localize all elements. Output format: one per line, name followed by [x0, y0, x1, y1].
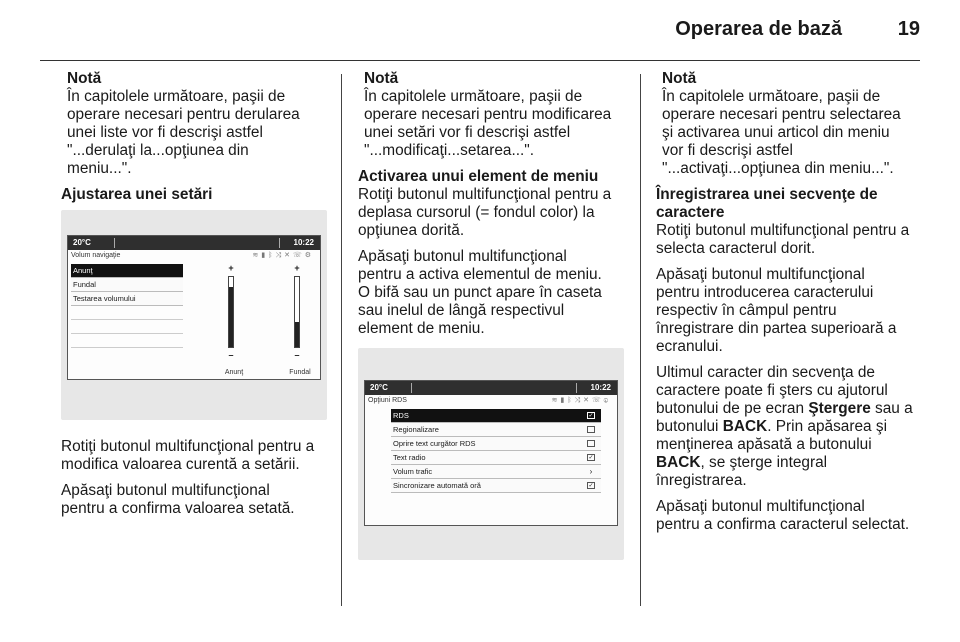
status-separator: [279, 238, 280, 248]
screen-subtitle: Volum navigaţie: [71, 252, 121, 259]
slider-fill: [295, 322, 299, 347]
note-block: [358, 70, 632, 160]
menu-item[interactable]: RDS ✓: [391, 409, 601, 423]
info-icon: ⓘ: [603, 397, 611, 404]
status-separator: [576, 383, 577, 393]
checkbox-icon: [587, 440, 595, 447]
menu-empty-row: [71, 306, 183, 320]
menu-empty-row: [71, 334, 183, 348]
wifi-icon: ≋: [252, 252, 262, 259]
temperature-readout: 20°C: [73, 238, 91, 247]
screen-subtitle: Opţiuni RDS: [368, 397, 407, 404]
note-label: Notă: [662, 70, 697, 87]
note-block: [656, 70, 932, 178]
slider-label: Anunţ: [224, 369, 244, 376]
paragraph: Apăsaţi butonul multifuncţional pentru a activa elementul de meniu. O bifă sau un punct apare în caseta sau inelul de lângă respectivul element de meniu.: [358, 248, 602, 337]
volume-slider-announcement[interactable]: [224, 263, 244, 376]
status-icons: [552, 395, 611, 407]
page-number: 19: [897, 18, 920, 40]
checkbox-checked-icon: ✓: [588, 413, 594, 419]
screenshot-volume-navigation: [61, 210, 327, 420]
status-bar: [68, 236, 320, 250]
infotainment-screen: [67, 235, 321, 380]
screen-subtitle-row: [365, 395, 617, 407]
minus-icon: –: [294, 350, 300, 360]
page-title: Operarea de bază: [675, 18, 842, 40]
volume-slider-background[interactable]: [289, 263, 311, 376]
note-label: Notă: [67, 70, 102, 87]
screen-subtitle-row: [68, 250, 320, 262]
paragraph: Apăsaţi butonul multifuncţional pentru a confirma valoarea setată.: [61, 482, 295, 517]
slider-fill: [229, 287, 233, 347]
menu-item[interactable]: Regionalizare: [391, 423, 601, 437]
paragraph: Rotiţi butonul multifuncţional pentru a deplasa cursorul (= fondul color) la opţiunea dorită.: [358, 186, 612, 239]
slider-label: Fundal: [289, 369, 311, 376]
note-block: [61, 70, 333, 178]
menu-item[interactable]: Volum trafic ›: [391, 465, 601, 479]
signal-icon: ▮: [261, 252, 269, 259]
bluetooth-icon: ᛒ: [268, 252, 276, 259]
checkbox-checked-icon: ✓: [588, 483, 594, 489]
bluetooth-icon: ᛒ: [567, 397, 575, 404]
status-separator: [114, 238, 115, 248]
column-1: [61, 70, 333, 526]
section-heading: Ajustarea unei setări: [61, 186, 213, 203]
wifi-icon: ≋: [551, 397, 561, 404]
column-divider: [640, 74, 641, 606]
clock-readout: 10:22: [590, 383, 611, 392]
plus-icon: +: [294, 263, 300, 273]
infotainment-screen: [364, 380, 618, 526]
shuffle-icon: ⤨: [275, 252, 285, 259]
slider-track: [294, 276, 300, 348]
note-body: În capitolele următoare, paşii de operare necesari pentru derularea unei liste vor fi descrişi astfel "...derulaţi la...opţiunea din meniu...".: [67, 88, 300, 177]
header-rule: [40, 60, 920, 61]
menu-item[interactable]: Fundal: [71, 278, 183, 292]
chevron-right-icon: ›: [589, 467, 593, 476]
mute-icon: ✕: [284, 252, 293, 259]
delete-button-name: Ştergere: [808, 400, 871, 417]
status-separator: [411, 383, 412, 393]
menu-item[interactable]: Sincronizare automată oră ✓: [391, 479, 601, 493]
back-button-name: BACK: [656, 454, 701, 471]
phone-icon: ☏: [292, 252, 305, 259]
menu-item[interactable]: Text radio ✓: [391, 451, 601, 465]
checkbox-checked-icon: ✓: [588, 455, 594, 461]
note-label: Notă: [364, 70, 399, 87]
menu-item[interactable]: Oprire text curgător RDS: [391, 437, 601, 451]
paragraph: Apăsaţi butonul multifuncţional pentru a confirma caracterul selectat.: [656, 498, 910, 533]
paragraph: Rotiţi butonul multifuncţional pentru a selecta caracterul dorit.: [656, 222, 910, 257]
mute-icon: ✕: [583, 397, 593, 404]
column-3: [656, 70, 932, 542]
menu-item[interactable]: Anunţ: [71, 264, 183, 278]
signal-icon: ▮: [560, 397, 568, 404]
column-divider: [341, 74, 342, 606]
section-heading: Înregistrarea unei secvenţe de caractere: [656, 186, 878, 221]
screenshot-rds-options: [358, 348, 624, 560]
status-icons: [253, 250, 314, 262]
page-header: [0, 0, 960, 62]
checkbox-icon: [587, 426, 595, 433]
clock-readout: 10:22: [293, 238, 314, 247]
phone-icon: ☏: [592, 397, 604, 404]
menu-item[interactable]: Testarea volumului: [71, 292, 183, 306]
shuffle-icon: ⤨: [574, 397, 584, 404]
settings-menu: [71, 264, 183, 348]
settings-icon: ⚙: [304, 252, 314, 259]
paragraph: Ultimul caracter din secvenţa de caractere poate fi şters cu ajutorul butonului de pe ecran Ştergere sau a butonului BACK. Prin apăsarea şi menţinerea apăsată a butonului BACK, se şterge integral înregistrarea.: [656, 364, 913, 489]
section-heading: Activarea unui element de meniu: [358, 168, 599, 185]
minus-icon: –: [228, 350, 234, 360]
menu-empty-row: [71, 320, 183, 334]
paragraph: Apăsaţi butonul multifuncţional pentru introducerea caracterului respectiv în câmpul pentru înregistrare din partea superioară a ecranului.: [656, 266, 897, 355]
note-body: În capitolele următoare, paşii de operare necesari pentru selectarea şi activarea unui articol din meniu vor fi descrişi astfel "...activaţi...opţiunea din meniu...".: [662, 88, 901, 177]
note-body: În capitolele următoare, paşii de operare necesari pentru modificarea unei setări vor fi descrişi astfel "...modificaţi...setarea...".: [364, 88, 612, 159]
temperature-readout: 20°C: [370, 383, 388, 392]
column-2: [358, 70, 632, 578]
paragraph: Rotiţi butonul multifuncţional pentru a modifica valoarea curentă a setării.: [61, 438, 315, 473]
rds-menu: [391, 409, 601, 493]
status-bar: [365, 381, 617, 395]
slider-track: [228, 276, 234, 348]
back-button-name: BACK: [722, 418, 768, 435]
plus-icon: +: [228, 263, 234, 273]
